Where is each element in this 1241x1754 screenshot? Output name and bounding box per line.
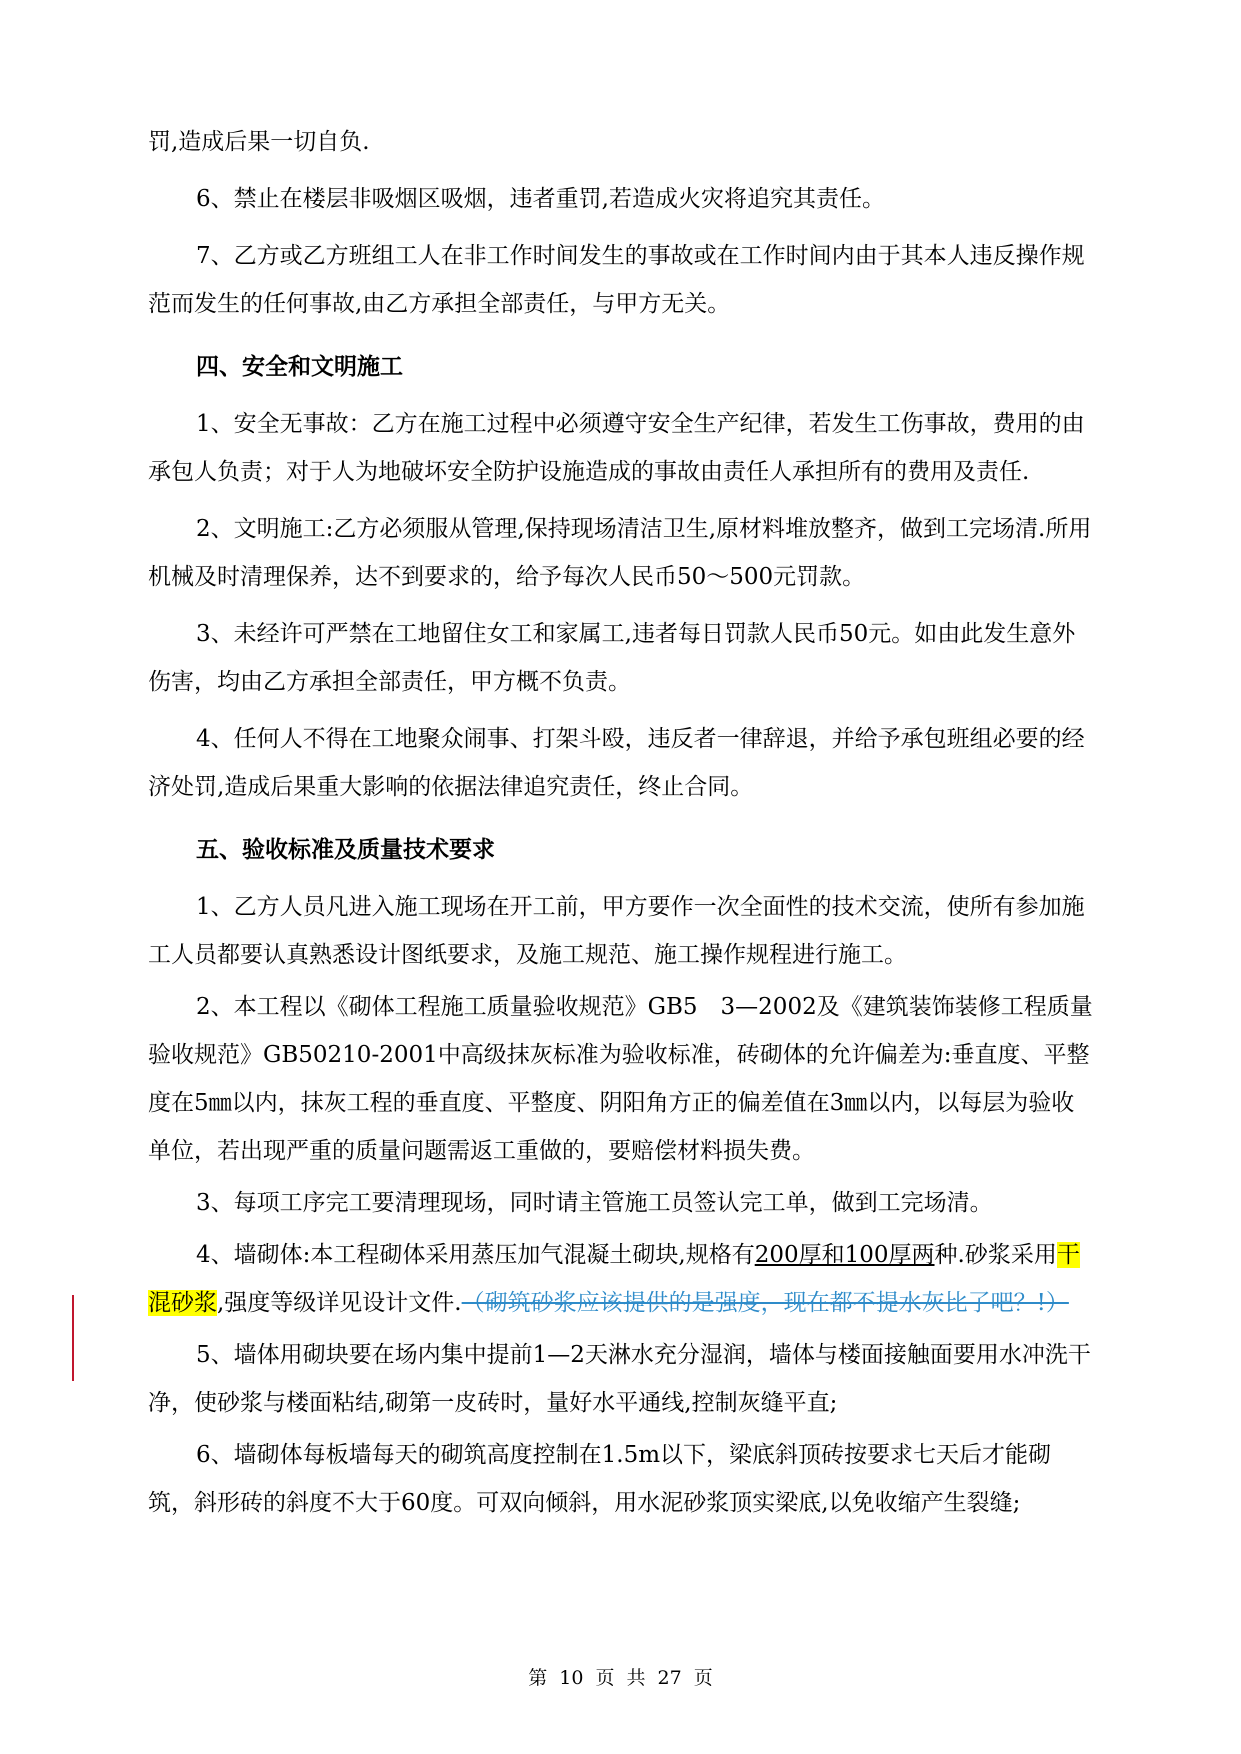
revision-bar [72,1295,74,1381]
paragraph-item-6: 6、禁止在楼层非吸烟区吸烟，违者重罚,若造成火灾将追究其责任。 [196,186,885,212]
page-footer: 第 10 页 共 27 页 [528,1667,713,1689]
paragraph-item-7: 7、乙方或乙方班组工人在非工作时间发生的事故或在工作时间内由于其本人违反操作规范而发生的任何事故,由乙方承担全部责任，与甲方无关。 [148,243,1085,317]
underlined-text: 200厚和100厚两 [754,1242,935,1268]
paragraph-safety-3: 3、未经许可严禁在工地留住女工和家属工,违者每日罚款人民币50元。如由此发生意外伤害，均由乙方承担全部责任，甲方概不负责。 [148,621,1076,695]
section-heading-4: 四、安全和文明施工 [196,354,403,380]
page-body [148,118,1093,1527]
text-run: 4、墙砌体:本工程砌体采用蒸压加气混凝土砌块,规格有 [196,1242,755,1268]
paragraph-quality-6: 6、墙砌体每板墙每天的砌筑高度控制在1.5m以下，梁底斜顶砖按要求七天后才能砌筑，斜形砖的斜度不大于60度。可双向倾斜，用水泥砂浆顶实梁底,以免收缩产生裂缝; [148,1442,1052,1516]
highlighted-text: 干混砂浆 [148,1242,1080,1316]
revision-comment: （砌筑砂浆应该提供的是强度，现在都不提水灰比了吧？!） [461,1290,1069,1316]
paragraph-quality-3: 3、每项工序完工要清理现场，同时请主管施工员签认完工单，做到工完场清。 [196,1190,993,1216]
paragraph-quality-4 [148,1231,1093,1327]
section-heading-5: 五、验收标准及质量技术要求 [196,837,495,863]
paragraph-quality-5: 5、墙体用砌块要在场内集中提前1—2天淋水充分湿润，墙体与楼面接触面要用水冲洗干净，使砂浆与楼面粘结,砌第一皮砖时，量好水平通线,控制灰缝平直; [148,1342,1091,1416]
text-run: 种.砂浆采用 [934,1242,1057,1268]
paragraph-safety-1: 1、安全无事故：乙方在施工过程中必须遵守安全生产纪律，若发生工伤事故，费用的由承包人负责；对于人为地破坏安全防护设施造成的事故由责任人承担所有的费用及责任. [148,411,1085,485]
paragraph-safety-2: 2、文明施工:乙方必须服从管理,保持现场清洁卫生,原材料堆放整齐，做到工完场清.所用机械及时清理保养，达不到要求的，给予每次人民币50～500元罚款。 [148,516,1092,590]
paragraph-quality-1: 1、乙方人员凡进入施工现场在开工前，甲方要作一次全面性的技术交流，使所有参加施工人员都要认真熟悉设计图纸要求，及施工规范、施工操作规程进行施工。 [148,894,1085,968]
text-run: ,强度等级详见设计文件. [217,1290,462,1316]
paragraph-safety-4: 4、任何人不得在工地聚众闹事、打架斗殴，违反者一律辞退，并给予承包班组必要的经济处罚,造成后果重大影响的依据法律追究责任，终止合同。 [148,726,1085,800]
paragraph-quality-2: 2、本工程以《砌体工程施工质量验收规范》GB5 3—2002及《建筑装饰装修工程质量验收规范》GB50210-2001中高级抹灰标准为验收标准，砖砌体的允许偏差为:垂直度、平整度在5㎜以内，抹灰工程的垂直度、平整度、阴阳角方正的偏差值在3㎜以内，以每层为验收单位，若出现严重的质量问题需返工重做的，要赔偿材料损失费。 [148,994,1093,1164]
paragraph-continuation: 罚,造成后果一切自负. [148,129,370,155]
